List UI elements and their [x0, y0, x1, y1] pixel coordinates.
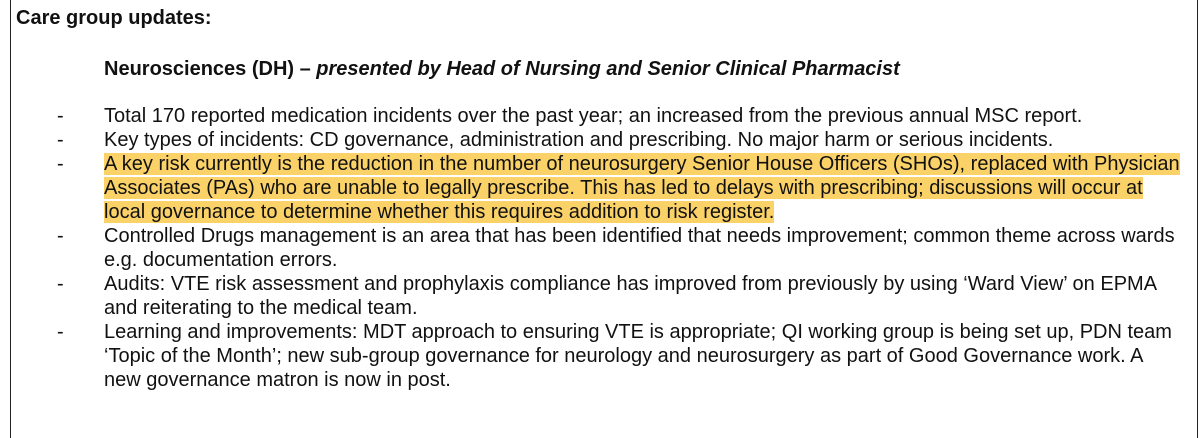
bullet-dash: - [57, 225, 64, 247]
bullet-dash: - [57, 321, 64, 343]
bullet-dash: - [57, 153, 64, 175]
update-bullet-list [0, 104, 1200, 392]
bullet-dash: - [57, 105, 64, 127]
list-item [0, 224, 1180, 272]
care-group-name: Neurosciences (DH) – [104, 58, 317, 80]
presenter-text: presented by Head of Nursing and Senior Clinical Pharmacist [316, 58, 900, 80]
bullet-dash: - [57, 273, 64, 295]
list-item [0, 128, 1180, 152]
list-item [0, 272, 1180, 320]
list-item-highlighted [0, 152, 1180, 224]
list-item-text: Key types of incidents: CD governance, administration and prescribing. No major harm or serious incidents. [104, 129, 1054, 151]
list-item-text: Total 170 reported medication incidents over the past year; an increased from the previous annual MSC report. [104, 105, 1083, 127]
section-heading: Care group updates: [16, 7, 212, 29]
list-item-text: Audits: VTE risk assessment and prophylaxis compliance has improved from previously by using ‘Ward View’ on EPMA and reiterating to the medical team. [104, 273, 1156, 319]
list-item-text: Learning and improvements: MDT approach to ensuring VTE is appropriate; QI working group is being set up, PDN team ‘Topic of the Month’; new sub-group governance for neurology and neurosurgery as part of Good Governance work. A new governance matron is now in post. [104, 321, 1172, 391]
list-item [0, 320, 1180, 392]
bullet-dash: - [57, 129, 64, 151]
highlighted-text: A key risk currently is the reduction in the number of neurosurgery Senior House Officers (SHOs), replaced with Physician Associates (PAs) who are unable to legally prescribe. This has led to delays with prescribing; discussions will occur at local governance to determine whether this requires addition to risk register. [104, 153, 1180, 223]
list-item [0, 104, 1180, 128]
list-item-text: Controlled Drugs management is an area that has been identified that needs improvement; common theme across wards e.g. documentation errors. [104, 225, 1175, 271]
care-group-subheading [104, 57, 900, 81]
